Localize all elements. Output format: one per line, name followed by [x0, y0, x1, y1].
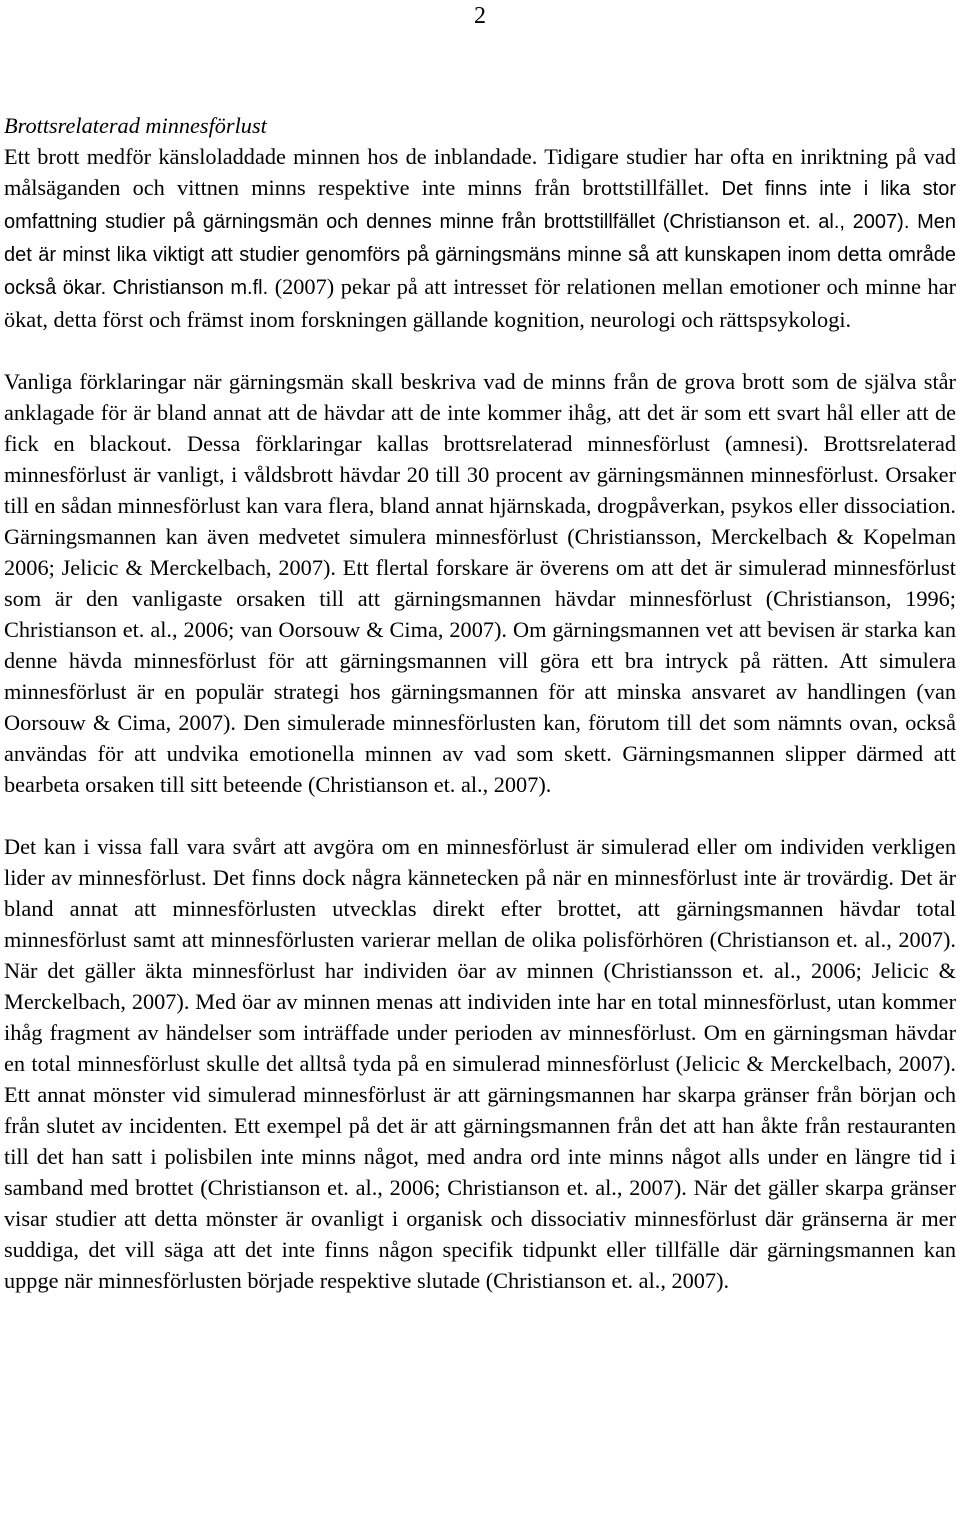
paragraph-1 — [4, 141, 956, 335]
paragraph-1-part-1: Ett brott medför känsloladdade minnen hos de inblandade. Tidigare studier har ofta en inriktning på vad målsäganden och vittnen minns respektive inte minns från brottstillfället. — [4, 144, 956, 200]
paragraph-3: Det kan i vissa fall vara svårt att avgöra om en minnesförlust är simulerad eller om individen verkligen lider av minnesförlust. Det finns dock några kännetecken på när en minnesförlust inte är trovärdig. Det är bland annat att minnesförlusten utvecklas direkt efter brottet, att gärningsmannen hävdar total minnesförlust samt att minnesförlusten varierar mellan de olika polisförhören (Christianson et. al., 2007). När det gäller äkta minnesförlust har individen öar av minnen (Christiansson et. al., 2006; Jelicic & Merckelbach, 2007). Med öar av minnen menas att individen inte har en total minnesförlust, utan kommer ihåg fragment av händelser som inträffade under perioden av minnesförlust. Om en gärningsman hävdar en total minnesförlust skulle det alltså tyda på en simulerad minnesförlust (Jelicic & Merckelbach, 2007). Ett annat mönster vid simulerad minnesförlust är att gärningsmannen har skarpa gränser från början och från slutet av incidenten. Ett exempel på det är att gärningsmannen från det att han åkte från restauranten till det han satt i polisbilen inte minns något, med andra ord inte minns något alls under en längre tid i samband med brottet (Christianson et. al., 2006; Christianson et. al., 2007). När det gäller skarpa gränser visar studier att detta mönster är ovanligt i organisk och dissociativ minnesförlust där gränserna är mer suddiga, det vill säga att det inte finns någon specifik tidpunkt eller tillfälle där gärningsmannen kan uppge när minnesförlusten började respektive slutade (Christianson et. al., 2007). — [4, 834, 956, 1293]
paragraph-1-part-3: (2007) pekar på att intresset för relationen mellan emotioner och minne har ökat, detta först och främst inom forskningen gällande kognition, neurologi och rättspsykologi. — [4, 274, 956, 332]
document-body — [4, 110, 956, 1296]
section-heading: Brottsrelaterad minnesförlust — [4, 113, 267, 138]
paragraph-1-part-2: Det finns inte i lika stor omfattning studier på gärningsmän och dennes minne från brottstillfället (Christianson et. al., 2007). Men det är minst lika viktigt att studier genomförs på gärningsmäns minne så att kunskapen inom detta område också ökar. Christianson m.fl. — [4, 178, 956, 299]
paragraph-2: Vanliga förklaringar när gärningsmän skall beskriva vad de minns från de grova brott som de själva står anklagade för är bland annat att de hävdar att de inte kommer ihåg, att det är som ett svart hål eller att de fick en blackout. Dessa förklaringar kallas brottsrelaterad minnesförlust (amnesi). Brottsrelaterad minnesförlust är vanligt, i våldsbrott hävdar 20 till 30 procent av gärningsmännen minnesförlust. Orsaker till en sådan minnesförlust kan vara flera, bland annat hjärnskada, drogpåverkan, psykos eller dissociation. Gärningsmannen kan även medvetet simulera minnesförlust (Christiansson, Merckelbach & Kopelman 2006; Jelicic & Merckelbach, 2007). Ett flertal forskare är överens om att det är simulerad minnesförlust som är den vanligaste orsaken till att gärningsmannen hävdar minnesförlust (Christianson, 1996; Christianson et. al., 2006; van Oorsouw & Cima, 2007). Om gärningsmannen vet att bevisen är starka kan denne hävda minnesförlust för att gärningsmannen vill göra ett bra intryck på rätten. Att simulera minnesförlust är en populär strategi hos gärningsmannen för att minska ansvaret av handlingen (van Oorsouw & Cima, 2007). Den simulerade minnesförlusten kan, förutom till det som nämnts ovan, också användas för att undvika emotionella minnen av vad som skett. Gärningsmannen slipper därmed att bearbeta orsaken till sitt beteende (Christianson et. al., 2007). — [4, 369, 956, 797]
page-number: 2 — [474, 3, 486, 29]
